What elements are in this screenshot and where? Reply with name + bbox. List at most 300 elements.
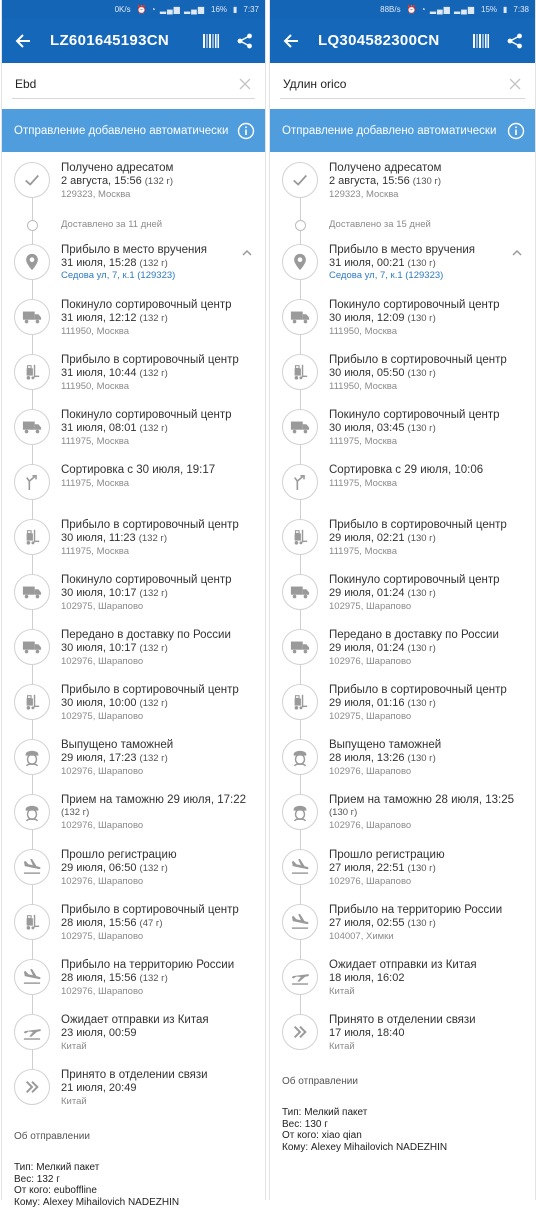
event-date: 29 июля, 17:23 xyxy=(61,752,136,764)
event-title: Прошло регистрацию xyxy=(61,848,261,862)
truck-icon xyxy=(282,299,318,335)
location-pin-icon xyxy=(14,244,50,280)
event-date-line xyxy=(61,532,261,545)
event-weight: (130 г) xyxy=(408,698,436,709)
event-date: 29 июля, 01:24 xyxy=(329,642,404,654)
timeline-event[interactable] xyxy=(270,295,535,350)
event-title: Прием на таможню 28 июля, 13:25 xyxy=(329,793,531,807)
timeline-event[interactable] xyxy=(270,1010,535,1065)
plane-landing-icon xyxy=(282,849,318,885)
about-heading: Об отправлении xyxy=(270,1065,535,1097)
event-date-line xyxy=(61,587,261,600)
event-text xyxy=(61,793,261,832)
event-date: 27 июля, 02:55 xyxy=(329,917,404,929)
event-weight: (132 г) xyxy=(140,698,168,709)
event-text xyxy=(61,738,261,778)
event-title: Передано в доставку по России xyxy=(329,628,531,642)
event-title: Прибыло в сортировочный центр xyxy=(61,518,261,532)
event-weight: (130 г) xyxy=(408,258,436,269)
truck-icon xyxy=(282,409,318,445)
event-place: 111975, Москва xyxy=(329,435,531,448)
status-icons: ⏰ ◔ ▂▄▆ ▂▄▆ xyxy=(407,5,475,14)
event-place: 111975, Москва xyxy=(61,545,261,558)
timeline-event[interactable] xyxy=(2,900,265,955)
event-date: 21 июля, 20:49 xyxy=(61,1082,136,1094)
event-text xyxy=(329,958,531,998)
event-date: 31 июля, 10:44 xyxy=(61,367,136,379)
delivery-duration xyxy=(270,213,535,240)
customs-officer-icon xyxy=(282,739,318,775)
event-title: Покинуло сортировочный центр xyxy=(61,408,261,422)
event-date: 30 июля, 10:00 xyxy=(61,697,136,709)
timeline-event[interactable] xyxy=(2,350,265,405)
event-title: Ожидает отправки из Китая xyxy=(61,1013,261,1027)
event-date-line xyxy=(61,422,261,435)
forklift-icon xyxy=(14,904,50,940)
event-title: Покинуло сортировочный центр xyxy=(61,573,261,587)
tracking-timeline xyxy=(270,152,535,1065)
timeline-event[interactable] xyxy=(270,790,535,845)
event-weight: (130 г) xyxy=(408,313,436,324)
delivery-duration-text: Доставлено за 15 дней xyxy=(329,219,431,230)
event-date: 30 июля, 11:23 xyxy=(61,532,136,544)
event-date-line xyxy=(329,422,531,435)
shipment-details xyxy=(270,1097,535,1153)
event-date-line xyxy=(61,972,261,985)
double-chevron-icon xyxy=(14,1069,50,1105)
event-date-line xyxy=(329,587,531,600)
event-text xyxy=(329,518,531,558)
event-title: Ожидает отправки из Китая xyxy=(329,958,531,972)
event-date-line xyxy=(61,917,261,930)
event-text xyxy=(61,848,261,888)
detail-weight: Вес: 130 г xyxy=(282,1119,535,1131)
event-text xyxy=(329,848,531,888)
event-text xyxy=(329,903,531,943)
battery-icon: ▮ xyxy=(233,5,237,14)
parcel-name-input[interactable] xyxy=(283,77,507,91)
event-date-line xyxy=(329,175,531,188)
battery-icon: ▮ xyxy=(503,5,507,14)
event-weight: (132 г) xyxy=(139,533,167,544)
event-date-line xyxy=(61,1082,261,1095)
event-date-line xyxy=(61,257,261,270)
event-date-line xyxy=(329,917,531,930)
parcel-name-input[interactable] xyxy=(15,77,237,91)
event-title: Выпущено таможней xyxy=(329,738,531,752)
event-address-link[interactable]: Седова ул, 7, к.1 (129323) xyxy=(329,270,531,282)
forklift-icon xyxy=(282,519,318,555)
clock: 7:38 xyxy=(513,5,529,14)
event-date-line xyxy=(329,697,531,710)
track-number-title: LQ304582300CN xyxy=(302,32,459,49)
location-pin-icon xyxy=(282,244,318,280)
event-place: 129323, Москва xyxy=(61,188,261,201)
info-icon[interactable] xyxy=(237,122,255,140)
timeline-event[interactable] xyxy=(2,790,265,845)
plane-landing-icon xyxy=(14,959,50,995)
timeline-event[interactable] xyxy=(270,515,535,570)
event-date: 31 июля, 12:12 xyxy=(61,312,136,324)
event-place: 102975, Шарапово xyxy=(61,600,261,613)
clock-icon xyxy=(27,220,38,231)
event-date-line xyxy=(61,862,261,875)
banner-text: Отправление добавлено автоматически xyxy=(282,124,507,138)
event-date: 31 июля, 00:21 xyxy=(329,257,404,269)
event-weight: (132 г) xyxy=(140,753,168,764)
event-weight: (132 г) xyxy=(140,368,168,379)
back-arrow-icon[interactable] xyxy=(12,30,34,52)
check-icon xyxy=(282,162,318,198)
event-title: Прибыло в сортировочный центр xyxy=(61,353,261,367)
timeline-event[interactable] xyxy=(2,240,265,295)
auto-added-banner xyxy=(2,109,265,152)
event-weight: (130 г) xyxy=(408,643,436,654)
event-weight: (47 г) xyxy=(140,918,163,929)
app-bar xyxy=(2,18,265,63)
event-date-line xyxy=(329,972,531,985)
detail-type: Тип: Мелкий пакет xyxy=(282,1107,535,1119)
auto-added-banner xyxy=(270,109,535,152)
event-text xyxy=(61,628,261,668)
event-text xyxy=(61,683,261,723)
event-text xyxy=(61,1013,261,1053)
status-icons: ⏰ ◔ ▂▄▆ ▂▄▆ xyxy=(137,5,205,14)
event-place: 102975, Шарапово xyxy=(329,710,531,723)
clock-icon xyxy=(295,220,306,231)
info-icon[interactable] xyxy=(507,122,525,140)
truck-icon xyxy=(14,299,50,335)
event-place: 111975, Москва xyxy=(61,477,261,490)
timeline-event[interactable] xyxy=(270,680,535,735)
event-date: 18 июля, 16:02 xyxy=(329,972,404,984)
event-place: 102976, Шарапово xyxy=(61,655,261,668)
customs-officer-icon xyxy=(14,739,50,775)
event-text xyxy=(329,298,531,338)
timeline-event[interactable] xyxy=(2,735,265,790)
timeline-event[interactable] xyxy=(2,625,265,680)
timeline-event[interactable] xyxy=(270,735,535,790)
event-date-line xyxy=(329,257,531,270)
timeline-event[interactable] xyxy=(2,570,265,625)
event-text xyxy=(61,353,261,393)
forklift-icon xyxy=(14,354,50,390)
timeline-event[interactable] xyxy=(2,680,265,735)
event-weight: (130 г) xyxy=(408,588,436,599)
event-title: Прием на таможню 29 июля, 17:22 xyxy=(61,793,261,807)
event-date: 28 июля, 15:56 xyxy=(61,917,136,929)
event-weight: (130 г) xyxy=(413,176,441,187)
event-title: Сортировка с 30 июля, 19:17 xyxy=(61,463,261,477)
event-date-line xyxy=(329,532,531,545)
about-heading: Об отправлении xyxy=(2,1120,265,1152)
detail-weight: Вес: 132 г xyxy=(14,1174,265,1186)
chevron-up-icon[interactable] xyxy=(511,246,523,258)
delivery-duration xyxy=(2,213,265,240)
event-text xyxy=(329,628,531,668)
battery-level: 15% xyxy=(481,5,497,14)
event-title: Прошло регистрацию xyxy=(329,848,531,862)
clear-icon[interactable] xyxy=(237,76,253,92)
event-date: 30 июля, 12:09 xyxy=(329,312,404,324)
event-text xyxy=(329,463,531,490)
event-title: Получено адресатом xyxy=(61,161,261,175)
event-text xyxy=(329,243,531,282)
event-place: 104007, Химки xyxy=(329,930,531,943)
network-speed: 88B/s xyxy=(380,5,400,14)
event-date: 17 июля, 18:40 xyxy=(329,1027,404,1039)
timeline-event[interactable] xyxy=(2,405,265,460)
event-text xyxy=(329,161,531,201)
timeline-event[interactable] xyxy=(2,955,265,1010)
shipment-details xyxy=(2,1152,265,1208)
event-date-line xyxy=(61,642,261,655)
event-text xyxy=(61,298,261,338)
event-place: Китай xyxy=(61,1040,261,1053)
truck-icon xyxy=(282,574,318,610)
event-title: Принято в отделении связи xyxy=(61,1068,261,1082)
event-title: Прибыло в сортировочный центр xyxy=(329,353,531,367)
event-place: 102976, Шарапово xyxy=(329,655,531,668)
forklift-icon xyxy=(282,354,318,390)
detail-recipient: Кому: Alexey Mihailovich NADEZHIN xyxy=(282,1142,535,1154)
event-text xyxy=(329,408,531,448)
battery-level: 16% xyxy=(211,5,227,14)
event-weight: (130 г) xyxy=(329,807,531,819)
event-date: 30 июля, 10:17 xyxy=(61,587,136,599)
event-place: 111975, Москва xyxy=(329,477,531,490)
parcel-name-bar xyxy=(280,69,525,99)
event-title: Покинуло сортировочный центр xyxy=(329,573,531,587)
timeline-event[interactable] xyxy=(270,460,535,515)
event-weight: (132 г) xyxy=(140,973,168,984)
forklift-icon xyxy=(282,684,318,720)
event-text xyxy=(329,353,531,393)
event-weight: (130 г) xyxy=(408,918,436,929)
event-text xyxy=(61,243,261,282)
plane-landing-icon xyxy=(282,904,318,940)
event-date: 30 июля, 03:45 xyxy=(329,422,404,434)
event-place: Китай xyxy=(329,1040,531,1053)
timeline-event[interactable] xyxy=(270,900,535,955)
tracking-timeline xyxy=(2,152,265,1120)
event-date: 29 июля, 02:21 xyxy=(329,532,404,544)
event-date-line xyxy=(329,642,531,655)
detail-sender: От кого: euboffline xyxy=(14,1185,265,1197)
timeline-event[interactable] xyxy=(2,515,265,570)
event-place: 102976, Шарапово xyxy=(61,819,261,832)
share-icon[interactable] xyxy=(233,29,257,53)
event-title: Получено адресатом xyxy=(329,161,531,175)
event-text xyxy=(61,903,261,943)
barcode-icon[interactable] xyxy=(199,29,223,53)
split-arrow-icon xyxy=(282,464,318,500)
event-weight: (132 г) xyxy=(140,313,168,324)
event-date: 28 июля, 13:26 xyxy=(329,752,404,764)
event-title: Передано в доставку по России xyxy=(61,628,261,642)
event-place: 102975, Шарапово xyxy=(329,600,531,613)
event-title: Прибыло в сортировочный центр xyxy=(329,518,531,532)
timeline-event[interactable] xyxy=(270,570,535,625)
event-date-line xyxy=(329,752,531,765)
event-place: 102976, Шарапово xyxy=(329,875,531,888)
event-text xyxy=(61,408,261,448)
event-title: Прибыло в место вручения xyxy=(61,243,261,257)
timeline-event[interactable] xyxy=(270,955,535,1010)
tracking-screen-right xyxy=(269,0,536,1200)
event-date-line xyxy=(61,697,261,710)
event-place: Китай xyxy=(61,1095,261,1108)
event-text xyxy=(329,683,531,723)
plane-landing-icon xyxy=(14,849,50,885)
event-date: 30 июля, 10:17 xyxy=(61,642,136,654)
event-text xyxy=(61,518,261,558)
event-place: Китай xyxy=(329,985,531,998)
app-bar xyxy=(270,18,535,63)
event-date-line xyxy=(61,752,261,765)
clear-icon[interactable] xyxy=(507,76,523,92)
timeline-event[interactable] xyxy=(2,1065,265,1120)
truck-icon xyxy=(14,629,50,665)
event-title: Прибыло в сортировочный центр xyxy=(61,903,261,917)
event-title: Выпущено таможней xyxy=(61,738,261,752)
double-chevron-icon xyxy=(282,1014,318,1050)
event-address-link[interactable]: Седова ул, 7, к.1 (129323) xyxy=(61,270,261,282)
event-text xyxy=(61,463,261,490)
chevron-up-icon[interactable] xyxy=(241,246,253,258)
customs-officer-icon xyxy=(282,794,318,830)
event-weight: (132 г) xyxy=(140,258,168,269)
status-bar xyxy=(270,0,535,18)
timeline-event[interactable] xyxy=(2,460,265,515)
event-place: 102976, Шарапово xyxy=(329,819,531,832)
timeline-event-delivered[interactable] xyxy=(270,158,535,213)
event-date: 30 июля, 05:50 xyxy=(329,367,404,379)
event-weight: (130 г) xyxy=(408,533,436,544)
event-title: Принято в отделении связи xyxy=(329,1013,531,1027)
event-text xyxy=(61,573,261,613)
plane-takeoff-icon xyxy=(282,959,318,995)
timeline-event[interactable] xyxy=(2,845,265,900)
forklift-icon xyxy=(14,684,50,720)
event-weight: (132 г) xyxy=(140,863,168,874)
event-date: 29 июля, 06:50 xyxy=(61,862,136,874)
event-text xyxy=(329,793,531,832)
truck-icon xyxy=(282,629,318,665)
event-place: 102976, Шарапово xyxy=(61,765,261,778)
detail-sender: От кого: xiao qian xyxy=(282,1130,535,1142)
event-date: 29 июля, 01:24 xyxy=(329,587,404,599)
timeline-event[interactable] xyxy=(2,295,265,350)
timeline-event[interactable] xyxy=(270,845,535,900)
event-date-line xyxy=(61,1027,261,1040)
event-weight: (130 г) xyxy=(408,753,436,764)
check-icon xyxy=(14,162,50,198)
timeline-event[interactable] xyxy=(270,350,535,405)
banner-text: Отправление добавлено автоматически xyxy=(14,124,237,138)
detail-type: Тип: Мелкий пакет xyxy=(14,1162,265,1174)
event-title: Покинуло сортировочный центр xyxy=(329,408,531,422)
customs-officer-icon xyxy=(14,794,50,830)
back-arrow-icon[interactable] xyxy=(280,30,302,52)
event-date-line xyxy=(61,175,261,188)
event-title: Прибыло на территорию России xyxy=(329,903,531,917)
detail-recipient: Кому: Alexey Mihailovich NADEZHIN xyxy=(14,1197,265,1208)
event-weight: (130 г) xyxy=(408,423,436,434)
tracking-screen-left xyxy=(1,0,266,1200)
event-date: 27 июля, 22:51 xyxy=(329,862,404,874)
event-title: Прибыло в сортировочный центр xyxy=(61,683,261,697)
network-speed: 0K/s xyxy=(115,5,131,14)
event-date: 23 июля, 00:59 xyxy=(61,1027,136,1039)
event-date-line xyxy=(329,367,531,380)
barcode-icon[interactable] xyxy=(469,29,493,53)
event-place: 102975, Шарапово xyxy=(61,930,261,943)
delivery-duration-text: Доставлено за 11 дней xyxy=(61,219,162,230)
event-text xyxy=(61,1068,261,1108)
event-text xyxy=(329,1013,531,1053)
timeline-event-delivered[interactable] xyxy=(2,158,265,213)
event-date: 29 июля, 01:16 xyxy=(329,697,404,709)
event-place: 111950, Москва xyxy=(329,380,531,393)
truck-icon xyxy=(14,409,50,445)
event-date: 2 августа, 15:56 xyxy=(61,175,142,187)
event-title: Прибыло на территорию России xyxy=(61,958,261,972)
event-weight: (132 г) xyxy=(140,588,168,599)
event-date: 28 июля, 15:56 xyxy=(61,972,136,984)
event-title: Прибыло в сортировочный центр xyxy=(329,683,531,697)
forklift-icon xyxy=(14,519,50,555)
timeline-event[interactable] xyxy=(270,240,535,295)
event-text xyxy=(329,573,531,613)
event-place: 102976, Шарапово xyxy=(61,985,261,998)
timeline-event[interactable] xyxy=(2,1010,265,1065)
event-place: 111950, Москва xyxy=(61,380,261,393)
status-bar xyxy=(2,0,265,18)
event-weight: (132 г) xyxy=(140,643,168,654)
event-place: 111950, Москва xyxy=(61,325,261,338)
event-date: 2 августа, 15:56 xyxy=(329,175,410,187)
event-date: 31 июля, 08:01 xyxy=(61,422,136,434)
event-text xyxy=(61,161,261,201)
parcel-name-bar xyxy=(12,69,255,99)
event-date-line xyxy=(329,312,531,325)
event-text xyxy=(61,958,261,998)
share-icon[interactable] xyxy=(503,29,527,53)
event-date-line xyxy=(61,367,261,380)
event-place: 111950, Москва xyxy=(329,325,531,338)
plane-takeoff-icon xyxy=(14,1014,50,1050)
event-title: Покинуло сортировочный центр xyxy=(329,298,531,312)
event-place: 102976, Шарапово xyxy=(61,875,261,888)
event-place: 102976, Шарапово xyxy=(329,765,531,778)
event-text xyxy=(329,738,531,778)
timeline-event[interactable] xyxy=(270,625,535,680)
event-weight: (132 г) xyxy=(140,423,168,434)
event-title: Сортировка с 29 июля, 10:06 xyxy=(329,463,531,477)
event-weight: (132 г) xyxy=(145,176,173,187)
event-place: 102975, Шарапово xyxy=(61,710,261,723)
event-date: 31 июля, 15:28 xyxy=(61,257,136,269)
timeline-event[interactable] xyxy=(270,405,535,460)
clock: 7:37 xyxy=(243,5,259,14)
track-number-title: LZ601645193CN xyxy=(34,32,189,49)
event-place: 129323, Москва xyxy=(329,188,531,201)
event-title: Покинуло сортировочный центр xyxy=(61,298,261,312)
event-weight: (132 г) xyxy=(61,807,261,819)
event-date-line xyxy=(329,862,531,875)
event-place: 111975, Москва xyxy=(329,545,531,558)
